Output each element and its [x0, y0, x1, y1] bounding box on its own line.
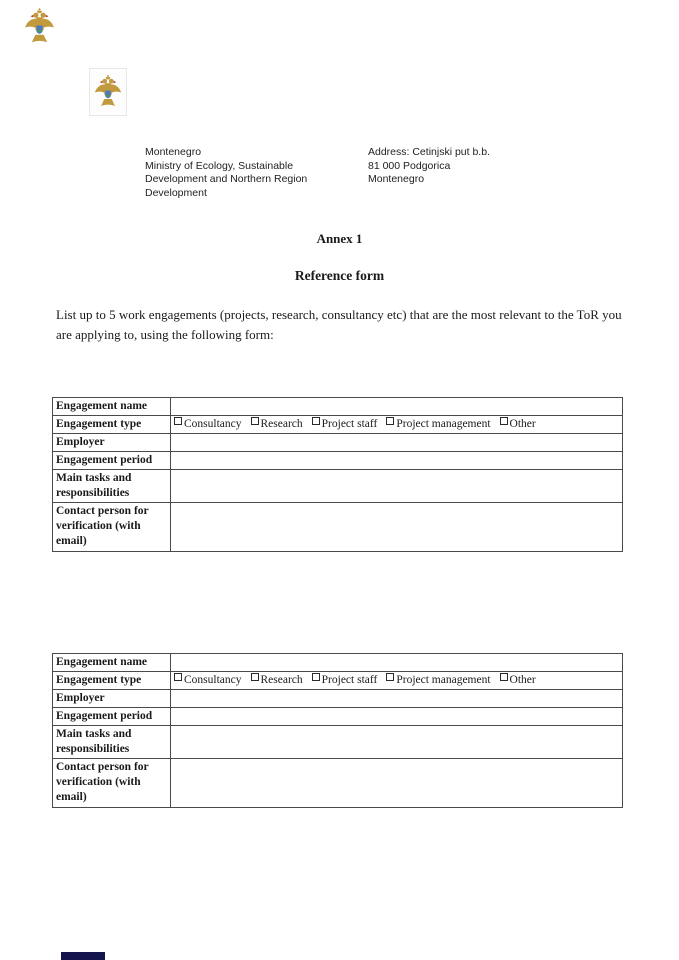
reference-table-1 [52, 397, 623, 552]
contact-person-cell[interactable] [171, 759, 623, 808]
engagement-name-cell[interactable] [171, 654, 623, 672]
row-label-contact-person: Contact person for verification (with email) [53, 759, 171, 808]
checkbox-option-project-staff[interactable] [312, 674, 378, 686]
header-address-line: Address: Cetinjski put b.b. [368, 146, 490, 158]
main-tasks-cell[interactable] [171, 470, 623, 503]
checkbox-option-research[interactable] [251, 674, 303, 686]
checkbox-icon[interactable] [312, 417, 320, 425]
contact-person-cell[interactable] [171, 503, 623, 552]
checkbox-icon[interactable] [174, 417, 182, 425]
header-org-line: Montenegro [145, 146, 202, 158]
checkbox-label: Project management [396, 674, 491, 686]
checkbox-option-consultancy[interactable] [174, 418, 242, 430]
checkbox-icon[interactable] [251, 673, 259, 681]
checkbox-icon[interactable] [500, 673, 508, 681]
header-address-line: 81 000 Podgorica [368, 159, 451, 172]
row-label-engagement-type: Engagement type [53, 416, 171, 434]
checkbox-icon[interactable] [386, 417, 394, 425]
checkbox-option-research[interactable] [251, 418, 303, 430]
checkbox-option-other[interactable] [500, 418, 536, 430]
checkbox-option-consultancy[interactable] [174, 674, 242, 686]
employer-cell[interactable] [171, 690, 623, 708]
montenegro-coat-of-arms-icon [89, 68, 127, 116]
row-label-main-tasks: Main tasks and responsibilities [53, 726, 171, 759]
header-address-line: Montenegro [368, 173, 425, 185]
row-label-employer: Employer [53, 434, 171, 452]
checkbox-label: Project management [396, 418, 491, 430]
checkbox-icon[interactable] [500, 417, 508, 425]
header-org-line: Development [145, 186, 207, 199]
row-label-main-tasks: Main tasks and responsibilities [53, 470, 171, 503]
row-label-contact-person: Contact person for verification (with email) [53, 503, 171, 552]
checkbox-icon[interactable] [174, 673, 182, 681]
annex-title: Annex 1 [316, 231, 363, 246]
row-label-engagement-name: Engagement name [53, 398, 171, 416]
checkbox-option-project-staff[interactable] [312, 418, 378, 430]
form-title: Reference form [294, 268, 385, 283]
row-label-engagement-name: Engagement name [53, 654, 171, 672]
checkbox-icon[interactable] [386, 673, 394, 681]
row-label-employer: Employer [53, 690, 171, 708]
row-label-engagement-type: Engagement type [53, 672, 171, 690]
engagement-period-cell[interactable] [171, 708, 623, 726]
checkbox-label: Other [509, 674, 536, 686]
header-org-line: Development and Northern Region [145, 173, 308, 185]
checkbox-option-project-management[interactable] [386, 674, 490, 686]
engagement-type-cell [171, 416, 623, 434]
partial-next-page-element [61, 952, 105, 960]
engagement-name-cell[interactable] [171, 398, 623, 416]
checkbox-option-other[interactable] [500, 674, 536, 686]
main-tasks-cell[interactable] [171, 726, 623, 759]
checkbox-label: Consultancy [184, 418, 242, 430]
montenegro-coat-of-arms-icon [23, 7, 56, 47]
row-label-engagement-period: Engagement period [53, 452, 171, 470]
header-organisation [145, 146, 360, 200]
reference-table-2 [52, 653, 623, 808]
checkbox-label: Other [509, 418, 536, 430]
checkbox-icon[interactable] [251, 417, 259, 425]
engagement-period-cell[interactable] [171, 452, 623, 470]
checkbox-option-project-management[interactable] [386, 418, 490, 430]
header-org-line: Ministry of Ecology, Sustainable [145, 159, 294, 172]
checkbox-label: Project staff [321, 674, 378, 686]
row-label-engagement-period: Engagement period [53, 708, 171, 726]
checkbox-label: Consultancy [184, 674, 242, 686]
checkbox-icon[interactable] [312, 673, 320, 681]
engagement-type-cell [171, 672, 623, 690]
header-address [368, 146, 568, 187]
checkbox-label: Project staff [321, 418, 378, 430]
intro-paragraph: List up to 5 work engagements (projects, research, consultancy etc) that are the most relevant to the ToR you are applying to, using the following form: [56, 307, 622, 342]
checkbox-label: Research [260, 674, 303, 686]
employer-cell[interactable] [171, 434, 623, 452]
checkbox-label: Research [260, 418, 303, 430]
